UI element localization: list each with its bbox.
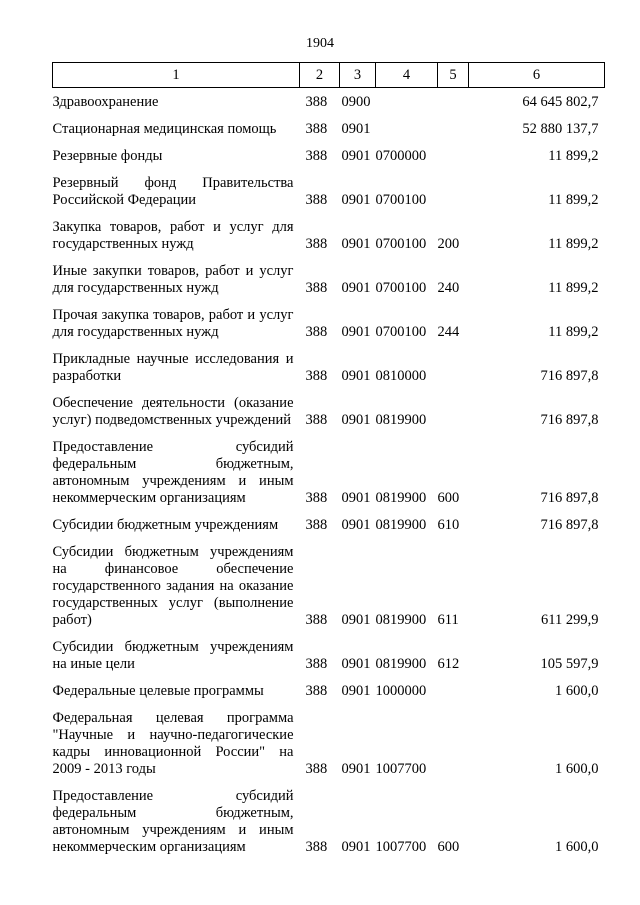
row-code-2: 388 (305, 280, 328, 296)
row-amount: 64 645 802,7 (522, 94, 599, 110)
row-amount: 11 899,2 (548, 324, 599, 340)
row-code-4: 0700100 (375, 192, 427, 208)
row-code-2: 388 (305, 368, 328, 384)
table-row (53, 142, 605, 169)
row-code-5 (438, 169, 469, 213)
table-row (53, 88, 605, 116)
row-code-3: 0901 (341, 280, 371, 296)
table-row (53, 389, 605, 433)
table-row (53, 115, 605, 142)
row-code-3: 0901 (341, 368, 371, 384)
table-row (53, 782, 605, 860)
row-code-4: 0700100 (375, 324, 427, 340)
row-code-2: 388 (305, 121, 328, 137)
row-name: Субсидии бюджетным учреждениям (52, 517, 279, 533)
row-code-4: 1007700 (375, 761, 427, 777)
row-amount: 1 600,0 (555, 683, 599, 699)
row-amount: 611 299,9 (541, 612, 599, 628)
row-code-3: 0901 (341, 412, 371, 428)
row-code-4: 1000000 (375, 683, 427, 699)
row-amount: 1 600,0 (555, 839, 599, 855)
row-code-4: 0819900 (375, 412, 427, 428)
row-name: Стационарная медицинская помощь (52, 121, 277, 137)
row-code-5: 612 (437, 656, 460, 672)
row-amount: 716 897,8 (540, 368, 599, 384)
row-code-5: 611 (437, 612, 459, 628)
row-name: Федеральная целевая программа "Научные и научно-педагогические кадры инновационной России" на 2009 - 2013 годы (52, 710, 294, 777)
row-code-2: 388 (305, 192, 328, 208)
row-code-4: 0700100 (375, 280, 427, 296)
row-code-3: 0901 (341, 517, 371, 533)
row-code-2: 388 (305, 412, 328, 428)
row-code-2: 388 (305, 839, 328, 855)
row-code-2: 388 (305, 656, 328, 672)
row-code-3: 0901 (341, 192, 371, 208)
row-code-3: 0901 (341, 121, 371, 137)
row-amount: 11 899,2 (548, 192, 599, 208)
table-header-row (53, 63, 605, 88)
row-code-3: 0901 (341, 236, 371, 252)
row-name: Субсидии бюджетным учреждениям на финансовое обеспечение государственного задания на оказание государственных услуг (выполнение работ) (52, 544, 294, 628)
row-code-4: 1007700 (375, 839, 427, 855)
row-code-5: 240 (437, 280, 460, 296)
row-code-2: 388 (305, 517, 328, 533)
row-code-5 (438, 115, 469, 142)
row-code-4: 0700000 (375, 148, 427, 164)
row-code-3: 0901 (341, 656, 371, 672)
row-amount: 52 880 137,7 (522, 121, 599, 137)
row-amount: 716 897,8 (540, 412, 599, 428)
row-name: Здравоохранение (52, 94, 159, 110)
row-name: Предоставление субсидий федеральным бюджетным, автономным учреждениям и иным некоммерческим организациям (52, 788, 294, 855)
row-name: Резервные фонды (52, 148, 163, 164)
row-code-3: 0901 (341, 612, 371, 628)
header-col-2: 2 (300, 63, 340, 88)
row-code-4 (376, 115, 438, 142)
row-amount: 105 597,9 (540, 656, 599, 672)
page-number: 1904 (306, 36, 334, 51)
row-code-2: 388 (305, 148, 328, 164)
row-code-5: 600 (437, 490, 460, 506)
row-code-3: 0901 (341, 761, 371, 777)
budget-table (52, 62, 605, 860)
row-code-5: 600 (437, 839, 460, 855)
table-row (53, 538, 605, 633)
row-code-2: 388 (305, 683, 328, 699)
row-code-5 (438, 142, 469, 169)
header-col-5: 5 (438, 63, 469, 88)
row-code-4 (376, 88, 438, 116)
row-code-3: 0901 (341, 324, 371, 340)
row-name: Предоставление субсидий федеральным бюджетным, автономным учреждениям и иным некоммерческим организациям (52, 439, 294, 506)
row-code-2: 388 (305, 94, 328, 110)
row-name: Федеральные целевые программы (52, 683, 264, 699)
row-code-5 (438, 677, 469, 704)
row-name: Обеспечение деятельности (оказание услуг) подведомственных учреждений (52, 395, 294, 428)
row-code-5 (438, 345, 469, 389)
row-name: Прочая закупка товаров, работ и услуг для государственных нужд (52, 307, 294, 340)
table-row (53, 213, 605, 257)
header-col-3: 3 (340, 63, 376, 88)
table-row (53, 704, 605, 782)
row-code-5 (438, 389, 469, 433)
row-amount: 1 600,0 (555, 761, 599, 777)
table-row (53, 433, 605, 511)
table-row (53, 633, 605, 677)
row-amount: 11 899,2 (548, 148, 599, 164)
row-code-5: 244 (437, 324, 460, 340)
table-row (53, 301, 605, 345)
header-col-1: 1 (53, 63, 300, 88)
row-amount: 716 897,8 (540, 490, 599, 506)
table-row (53, 677, 605, 704)
row-code-5 (438, 704, 469, 782)
row-code-3: 0900 (341, 94, 371, 110)
table-row (53, 169, 605, 213)
row-code-4: 0819900 (375, 612, 427, 628)
row-name: Прикладные научные исследования и разработки (52, 351, 294, 384)
header-col-4: 4 (376, 63, 438, 88)
row-name: Субсидии бюджетным учреждениям на иные цели (52, 639, 294, 672)
header-col-6: 6 (469, 63, 605, 88)
row-code-2: 388 (305, 236, 328, 252)
row-code-2: 388 (305, 490, 328, 506)
row-code-4: 0819900 (375, 490, 427, 506)
row-code-4: 0700100 (375, 236, 427, 252)
row-code-5: 200 (437, 236, 460, 252)
row-code-4: 0819900 (375, 517, 427, 533)
row-code-2: 388 (305, 324, 328, 340)
row-code-5 (438, 88, 469, 116)
row-code-3: 0901 (341, 839, 371, 855)
table-row (53, 257, 605, 301)
row-name: Резервный фонд Правительства Российской Федерации (52, 175, 294, 208)
row-name: Закупка товаров, работ и услуг для государственных нужд (52, 219, 294, 252)
row-code-3: 0901 (341, 683, 371, 699)
row-code-3: 0901 (341, 490, 371, 506)
row-name: Иные закупки товаров, работ и услуг для государственных нужд (52, 263, 294, 296)
row-amount: 11 899,2 (548, 236, 599, 252)
row-code-4: 0810000 (375, 368, 427, 384)
row-code-2: 388 (305, 761, 328, 777)
row-code-4: 0819900 (375, 656, 427, 672)
row-code-2: 388 (305, 612, 328, 628)
table-row (53, 345, 605, 389)
row-code-3: 0901 (341, 148, 371, 164)
row-code-5: 610 (437, 517, 460, 533)
table-row (53, 511, 605, 538)
row-amount: 716 897,8 (540, 517, 599, 533)
row-amount: 11 899,2 (548, 280, 599, 296)
